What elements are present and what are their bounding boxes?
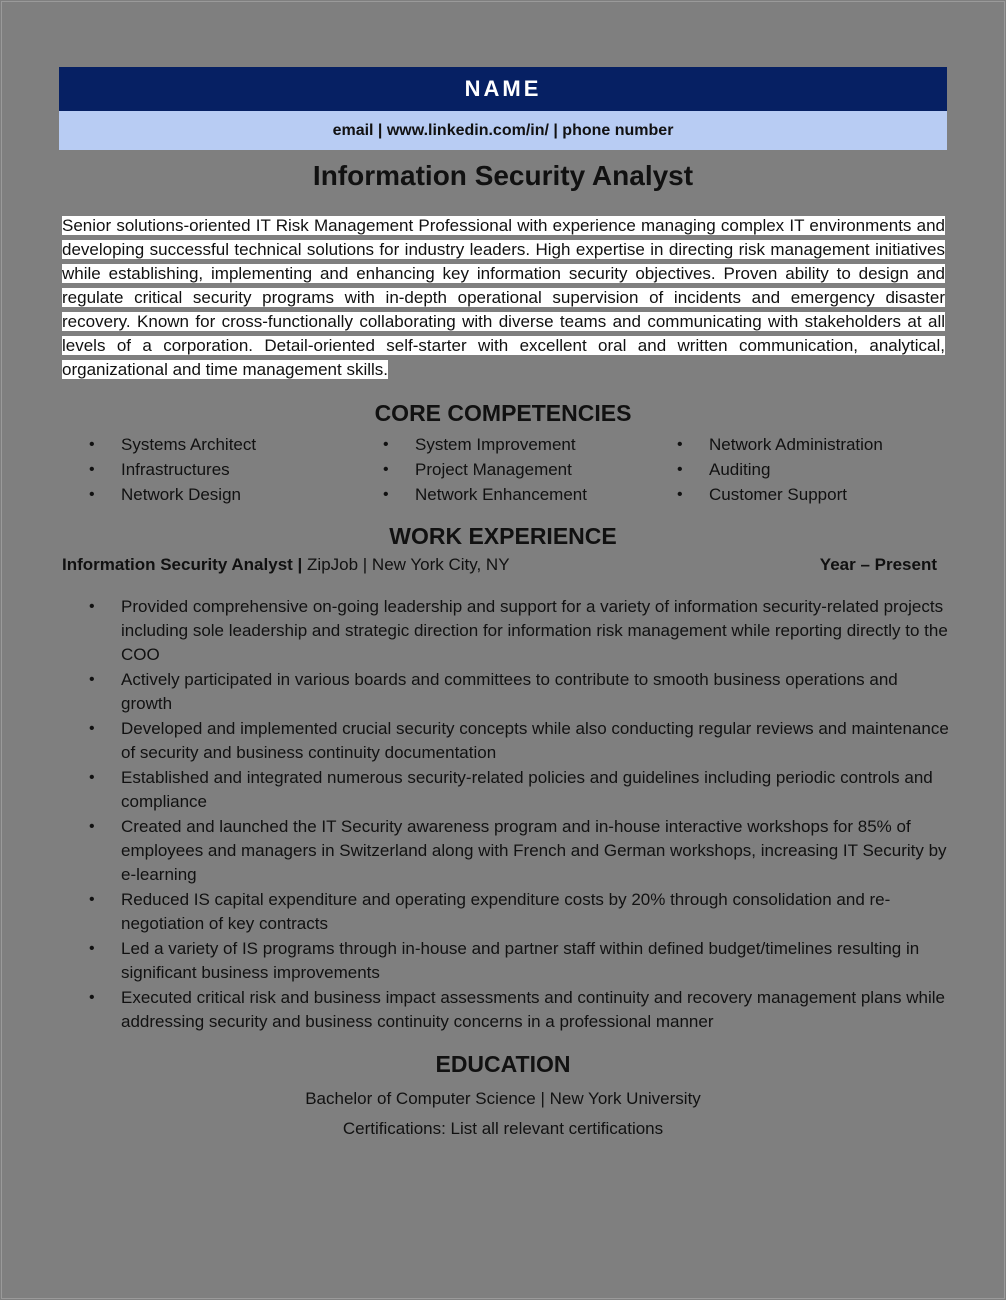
experience-company: ZipJob | New York City, NY <box>307 555 510 574</box>
competency-item: • Network Administration <box>677 432 883 457</box>
competencies-column-1 <box>89 432 256 507</box>
bullet-icon: • <box>89 461 95 478</box>
experience-role: Information Security Analyst | <box>62 555 303 574</box>
competency-item: • Project Management <box>383 457 587 482</box>
education-heading: EDUCATION <box>435 1051 571 1077</box>
bullet-icon: • <box>89 720 95 737</box>
experience-bullet: • Led a variety of IS programs through in-house and partner staff within defined budget/timelines resulting in significant business improvements <box>89 939 920 982</box>
name-banner <box>59 67 947 111</box>
experience-heading: WORK EXPERIENCE <box>389 523 617 549</box>
bullet-icon: • <box>89 818 95 835</box>
bullet-icon: • <box>89 769 95 786</box>
competency-item: • System Improvement <box>383 432 587 457</box>
bullet-icon: • <box>89 891 95 908</box>
candidate-name: NAME <box>464 76 542 101</box>
competency-item: • Infrastructures <box>89 457 256 482</box>
competency-item: • Customer Support <box>677 482 883 507</box>
bullet-icon: • <box>89 989 95 1006</box>
competencies-column-3 <box>677 432 883 507</box>
summary-text: Senior solutions-oriented IT Risk Management Professional with experience managing complex IT environments and developing successful technical solutions for industry leaders. High expertise in directing risk management initiatives while establishing, implementing and enhancing key information security objectives. Proven ability to design and regulate critical security programs with in-depth operational supervision of incidents and emergency disaster recovery. Known for cross-functionally collaborating with diverse teams and communicating with stakeholders at all levels of a corporation. Detail-oriented self-starter with excellent oral and written communication, analytical, organizational and time management skills. <box>62 216 945 379</box>
contact-banner <box>59 111 947 150</box>
competencies-heading: CORE COMPETENCIES <box>374 400 632 426</box>
contact-info: email | www.linkedin.com/in/ | phone number <box>332 121 674 139</box>
competency-item: • Auditing <box>677 457 883 482</box>
experience-bullet: • Executed critical risk and business impact assessments and continuity and recovery management plans while addressing security and business continuity concerns in a professional manner <box>89 988 945 1031</box>
experience-bullet: • Provided comprehensive on-going leadership and support for a variety of information security-related projects including sole leadership and strategic direction for information risk management while reporting directly to the COO <box>89 597 948 664</box>
competency-item: • Network Design <box>89 482 256 507</box>
bullet-icon: • <box>383 486 389 503</box>
bullet-icon: • <box>677 461 683 478</box>
competency-item: • Network Enhancement <box>383 482 587 507</box>
experience-bullet: • Reduced IS capital expenditure and operating expenditure costs by 20% through consolidation and re-negotiation of key contracts <box>89 890 891 933</box>
bullet-icon: • <box>89 671 95 688</box>
bullet-icon: • <box>383 461 389 478</box>
bullet-icon: • <box>89 598 95 615</box>
job-title: Information Security Analyst <box>312 160 694 191</box>
experience-dates: Year – Present <box>819 555 937 574</box>
competency-item: • Systems Architect <box>89 432 256 457</box>
experience-bullet: • Established and integrated numerous security-related policies and guidelines including periodic controls and compliance <box>89 768 933 811</box>
experience-header <box>62 555 937 579</box>
competencies-column-2 <box>383 432 587 507</box>
bullet-icon: • <box>677 436 683 453</box>
experience-bullet: • Developed and implemented crucial security concepts while also conducting regular reviews and maintenance of security and business continuity documentation <box>89 719 949 762</box>
experience-bullet: • Created and launched the IT Security awareness program and in-house interactive workshops for 85% of employees and managers in Switzerland along with French and German workshops, increasing IT Security by e-learning <box>89 817 947 884</box>
bullet-icon: • <box>89 940 95 957</box>
bullet-icon: • <box>89 436 95 453</box>
professional-summary <box>62 214 945 382</box>
experience-bullet: • Actively participated in various boards and committees to contribute to smooth business operations and growth <box>89 670 898 713</box>
bullet-icon: • <box>383 436 389 453</box>
education-certifications: Certifications: List all relevant certifications <box>342 1119 664 1138</box>
bullet-icon: • <box>89 486 95 503</box>
bullet-icon: • <box>677 486 683 503</box>
education-degree: Bachelor of Computer Science | New York University <box>305 1089 701 1108</box>
experience-bullets <box>89 595 949 1035</box>
